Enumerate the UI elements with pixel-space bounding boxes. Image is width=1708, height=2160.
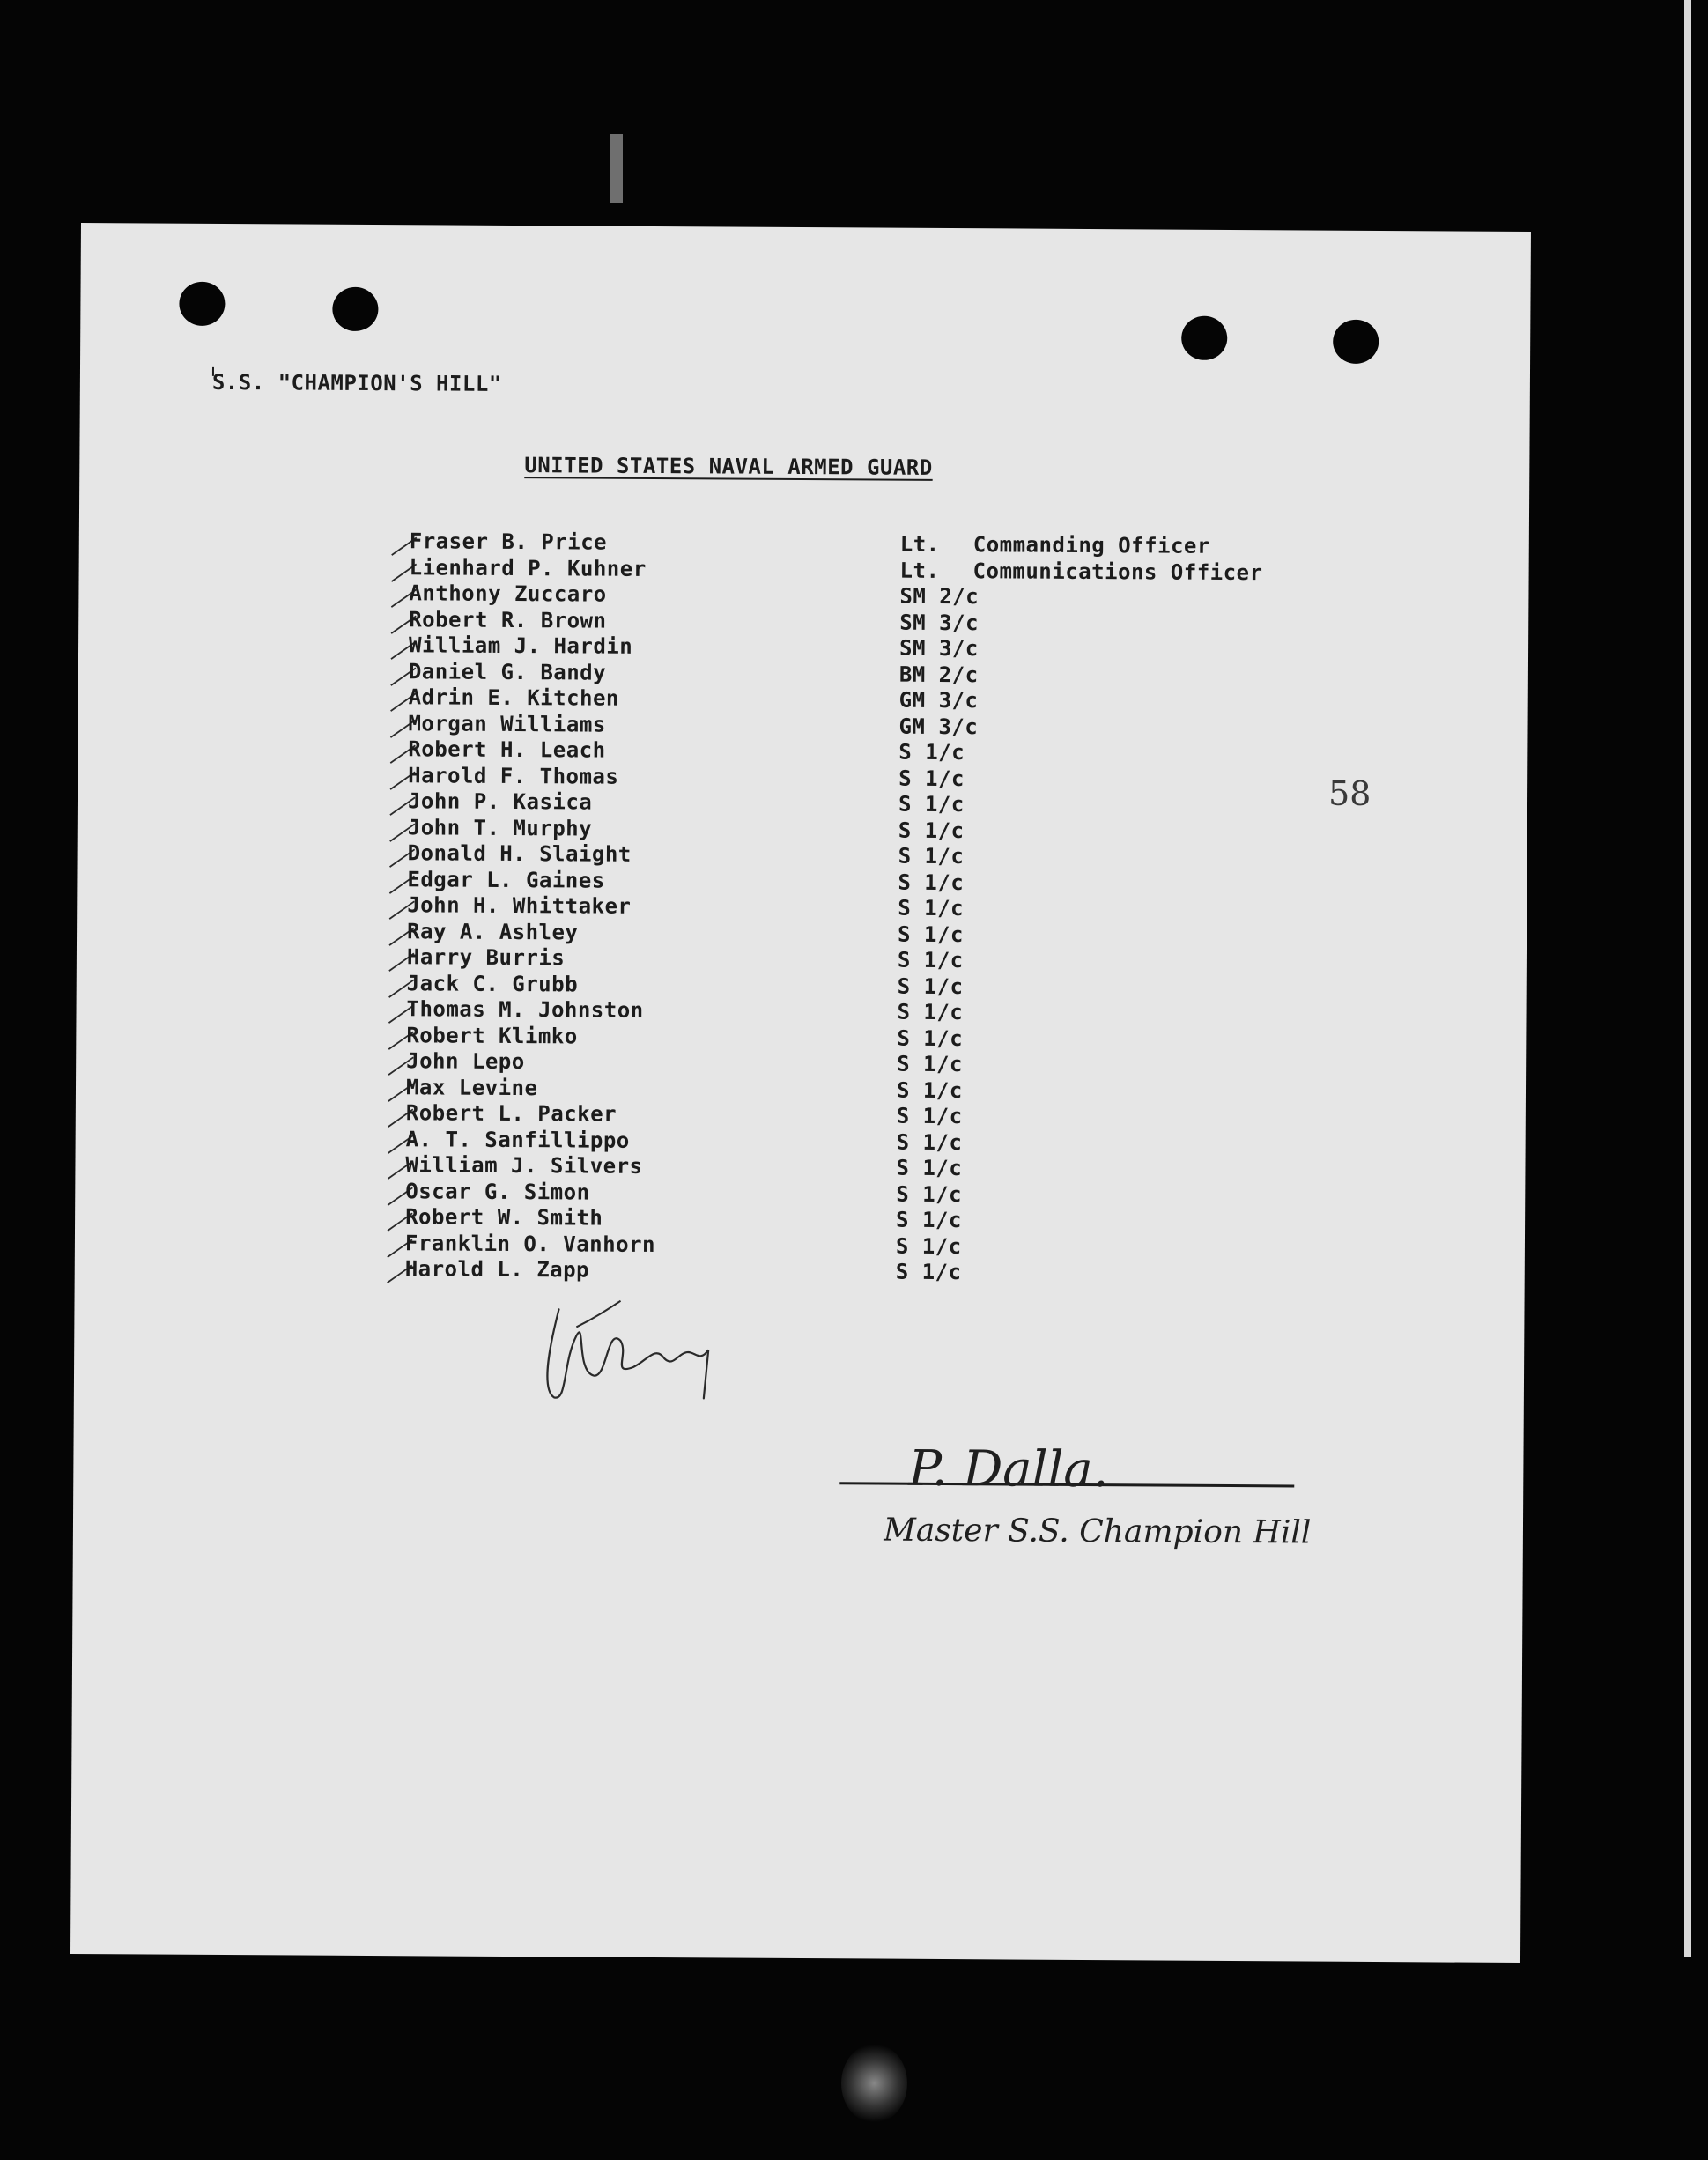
document-heading: UNITED STATES NAVAL ARMED GUARD [524,453,933,480]
crew-name: Donald H. Slaight [407,840,632,867]
crew-name: Morgan Williams [408,710,606,737]
crew-rate: GM 3/c [898,687,979,714]
crew-name: Anthony Zuccaro [409,581,607,607]
crew-rate: S 1/c [896,1129,963,1155]
crew-rate: S 1/c [897,999,964,1025]
crew-rate: BM 2/c [898,662,979,687]
punch-hole-1 [179,282,225,326]
ship-name: S.S. "CHAMPION'S HILL" [211,369,502,396]
crew-name: Thomas M. Johnston [406,996,644,1023]
crew-rate: Lt. [899,558,940,583]
crew-name: Edgar L. Gaines [407,866,605,893]
scanner-light-spot [841,2044,907,2123]
crew-rate: S 1/c [895,1233,962,1259]
master-signature [884,1426,1457,1553]
crew-rate: S 1/c [896,1077,963,1103]
adjacent-page-edge [1684,0,1691,1957]
crew-name: William J. Silvers [405,1152,643,1179]
crew-rate: SM 3/c [898,635,979,662]
crew-rate: S 1/c [898,817,965,843]
page-number: 58 [1327,773,1372,813]
crew-name: Harold L. Zapp [404,1256,590,1283]
crew-rate: S 1/c [898,843,965,869]
scan-smudge [610,134,623,203]
crew-rate: GM 3/c [898,714,979,739]
crew-name: Jack C. Grubb [406,970,579,996]
crew-rate: S 1/c [898,739,965,766]
crew-name: John T. Murphy [407,814,593,841]
crew-name: John Lepo [406,1048,525,1075]
crew-name: Harold F. Thomas [408,762,619,789]
crew-rate: S 1/c [898,921,964,947]
crew-name: Robert W. Smith [405,1204,603,1231]
crew-name: William J. Hardin [408,632,633,659]
document-sheet [70,223,1531,1963]
crew-name: Lienhard P. Kuhner [409,554,647,581]
crew-rate: Lt. [899,531,940,557]
crew-duty: Commanding Officer [972,532,1210,558]
crew-name: Fraser B. Price [409,529,608,555]
crew-name: Robert H. Leach [408,736,606,763]
crew-name: Daniel G. Bandy [408,658,607,685]
crew-roster [404,529,1263,1285]
crew-name: Robert Klimko [406,1022,578,1048]
crew-rate: S 1/c [895,1259,962,1285]
punch-hole-3 [1181,316,1227,360]
crew-rate: S 1/c [898,895,965,921]
crew-rate: S 1/c [897,973,964,999]
crew-rate: S 1/c [898,766,965,791]
initials-signature [523,1291,727,1407]
crew-duty: Communications Officer [972,558,1263,585]
crew-rate: S 1/c [897,1051,964,1077]
crew-name: John P. Kasica [407,788,593,815]
signature-name-mark: P. Dalla. [908,1439,1109,1499]
crew-rate: S 1/c [896,1103,963,1129]
crew-rate: SM 2/c [899,583,980,610]
crew-rate: S 1/c [897,1025,964,1051]
crew-name: Robert L. Packer [405,1100,617,1127]
crew-name: A. T. Sanfillippo [405,1126,630,1153]
crew-rate: S 1/c [898,791,965,817]
crew-name: Oscar G. Simon [405,1178,590,1205]
punch-hole-4 [1333,320,1379,364]
crew-name: Robert R. Brown [409,606,607,633]
crew-name: Adrin E. Kitchen [408,684,619,711]
crew-rate: S 1/c [896,1181,963,1207]
crew-rate: SM 3/c [899,610,980,635]
crew-name: Ray A. Ashley [407,918,579,944]
crew-name: Franklin O. Vanhorn [404,1230,656,1257]
crew-name: John H. Whittaker [407,892,632,919]
crew-name: Max Levine [405,1074,538,1100]
crew-name: Harry Burris [406,944,566,971]
signature-caption: Master S.S. Champion Hill [883,1512,1312,1551]
crew-rate: S 1/c [897,947,964,973]
punch-hole-2 [332,287,378,331]
crew-rate: S 1/c [898,869,965,895]
crew-rate: S 1/c [896,1155,963,1181]
crew-rate: S 1/c [896,1207,962,1233]
